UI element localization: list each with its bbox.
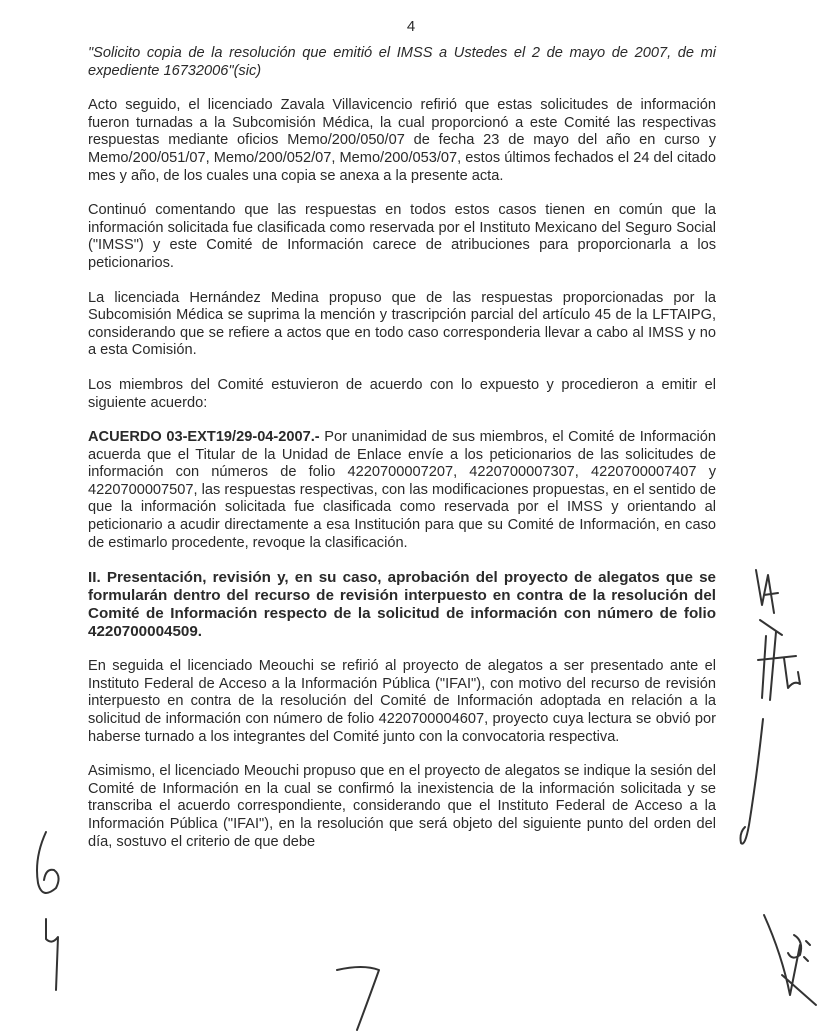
paragraph-continuo: Continuó comentando que las respuestas en todos estos casos tienen en común que la información solicitada fue clasificada como reservada por el Instituto Mexicano del Seguro Social ("IMSS") y este Comité de Información carece de atribuciones para proporcionarla a los peticionarios. bbox=[88, 202, 716, 271]
handwritten-signature-3 bbox=[735, 715, 775, 855]
paragraph-acto-seguido: Acto seguido, el licenciado Zavala Villavicencio refirió que estas solicitudes de información fueron turnadas a la Subcomisión Médica, la cual proporcionó a este Comité las respectivas respuestas mediante oficios Memo/200/050/07 de fecha 23 de mayo del año en curso y Memo/200/051/07, Memo/200/052/07, Memo/200/053/07, estos últimos fechados el 24 del citado mes y año, de los cuales una copia se anexa a la presente acta. bbox=[88, 97, 716, 184]
paragraph-hernandez: La licenciada Hernández Medina propuso que de las respuestas proporcionadas por la Subcomisión Médica se suprima la mención y trascripción parcial del artículo 45 de la LFTAIPG, considerando que se refiere a actos que en todo caso corresponderia llevar a cabo al IMSS y no a esta Comisión. bbox=[88, 289, 716, 359]
quote-paragraph: "Solicito copia de la resolución que emitió el IMSS a Ustedes el 2 de mayo de 2007, de mi expediente 16732006"(sic) bbox=[88, 45, 716, 79]
acuerdo-label: ACUERDO 03-EXT19/29-04-2007.- bbox=[88, 429, 320, 446]
acuerdo-text: Por unanimidad de sus miembros, el Comité de Información acuerda que el Titular de la Unidad de Enlace envíe a los peticionarios de las solicitudes de información con números de folio 4220700007207, 4220700007307, 4220700007407 y 4220700007507, las respuestas respectivas, con las modificaciones propuestas, en el sentido de que la información solicitada fue clasificada como reservada por el IMSS y orientando al peticionario a acudir directamente a esa Institución para que su Comité de Información, en caso de estimarlo procedente, revoque la clasificación. bbox=[88, 429, 716, 551]
acuerdo-paragraph bbox=[88, 429, 716, 552]
handwritten-signature-right bbox=[760, 905, 822, 1010]
page-number: 4 bbox=[406, 18, 416, 35]
handwritten-signature-bottom bbox=[333, 962, 393, 1034]
paragraph-meouchi: En seguida el licenciado Meouchi se refirió al proyecto de alegatos a ser presentado ante el Instituto Federal de Acceso a la Información Pública ("IFAI"), con motivo del recurso de revisión interpuesto en contra de la resolución del Comité de Información adoptada en relación a la solicitud de información con número de folio 4220700004607, proyecto cuya lectura se obvió por haberse turnado a los integrantes del Comité junto con la convocatoria respectiva. bbox=[88, 658, 716, 745]
handwritten-initials-2 bbox=[756, 628, 806, 708]
section-heading-ii: II. Presentación, revisión y, en su caso, aprobación del proyecto de alegatos que se formularán dentro del recurso de revisión interpuesto en contra de la resolución del Comité de Información respecto de la solicitud de información con número de folio 4220700004509. bbox=[88, 569, 716, 641]
paragraph-miembros: Los miembros del Comité estuvieron de acuerdo con lo expuesto y procedieron a emitir el siguiente acuerdo: bbox=[88, 376, 716, 411]
document-body bbox=[88, 45, 716, 868]
paragraph-asimismo: Asimismo, el licenciado Meouchi propuso que en el proyecto de alegatos se indique la sesión del Comité de Información en la cual se confirmó la inexistencia de la información solicitada y se transcriba el acuerdo correspondiente, considerando que el Instituto Federal de Acceso a la Información Pública ("IFAI"), en la resolución que será objeto del siguiente punto del orden del día, sostuvo el criterio de que debe bbox=[88, 763, 716, 850]
handwritten-initials-left-1 bbox=[28, 828, 68, 903]
handwritten-initials-left-2 bbox=[38, 915, 68, 995]
